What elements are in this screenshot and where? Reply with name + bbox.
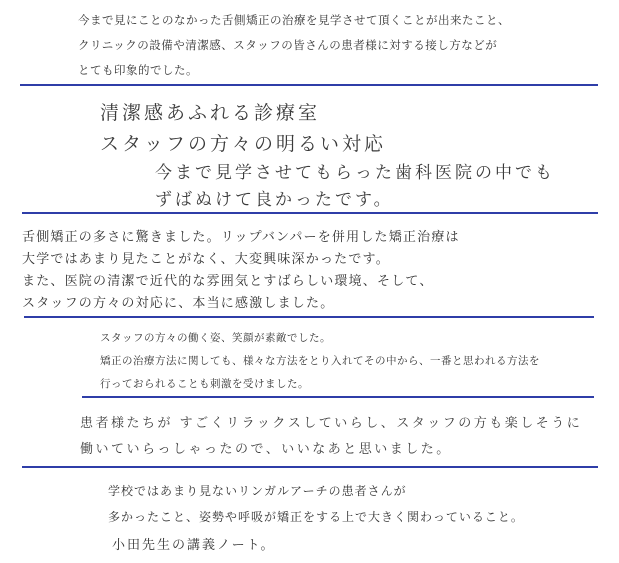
- divider: [20, 84, 598, 86]
- note-line: クリニックの設備や清潔感、スタッフの皆さんの患者様に対する接し方などが: [78, 38, 498, 52]
- note-line: 清潔感あふれる診療室: [100, 102, 321, 124]
- note-line: 学校ではあまり見ないリンガルアーチの患者さんが: [108, 484, 407, 498]
- divider: [22, 466, 598, 468]
- note-4: [0, 320, 619, 400]
- note-line: 大学ではあまり見たことがなく、大変興味深かったです。: [22, 252, 390, 267]
- divider: [82, 396, 594, 398]
- note-line: 舌側矯正の多さに驚きました。リップバンパーを併用した矯正治療は: [22, 230, 460, 245]
- note-line: 今まで見にことのなかった舌側矯正の治療を見学させて頂くことが出来たこと、: [78, 13, 510, 27]
- note-line: また、医院の清潔で近代的な雰囲気とすばらしい環境、そして、: [22, 274, 434, 289]
- note-line: 矯正の治療方法に関しても、様々な方法をとり入れてその中から、一番と思われる方法を: [100, 355, 540, 367]
- note-line: スタッフの方々の働く姿、笑顔が素敵でした。: [100, 332, 331, 344]
- note-line: スタッフの方々の対応に、本当に感激しました。: [22, 296, 335, 311]
- note-line: とても印象的でした。: [78, 63, 198, 77]
- note-line: 働いていらっしゃったので、いいなあと思いました。: [80, 442, 452, 457]
- note-3: [0, 216, 619, 320]
- note-line: 行っておられることも刺激を受けました。: [100, 378, 309, 390]
- note-line: 患者様たちが すごくリラックスしていらし、スタッフの方も楽しそうに: [80, 416, 583, 431]
- note-5: [0, 400, 619, 470]
- note-line: 今まで見学させてもらった歯科医院の中でも: [155, 163, 555, 183]
- note-line: 小田先生の講義ノート。: [112, 538, 276, 553]
- note-line: 多かったこと、姿勢や呼吸が矯正をする上で大きく関わっていること。: [108, 510, 524, 524]
- divider: [22, 212, 598, 214]
- note-line: スタッフの方々の明るい対応: [100, 133, 387, 155]
- note-2: [0, 88, 619, 216]
- note-6: [0, 470, 619, 563]
- note-1: [0, 0, 619, 88]
- note-line: ずばぬけて良かったです。: [155, 190, 394, 210]
- divider: [24, 316, 594, 318]
